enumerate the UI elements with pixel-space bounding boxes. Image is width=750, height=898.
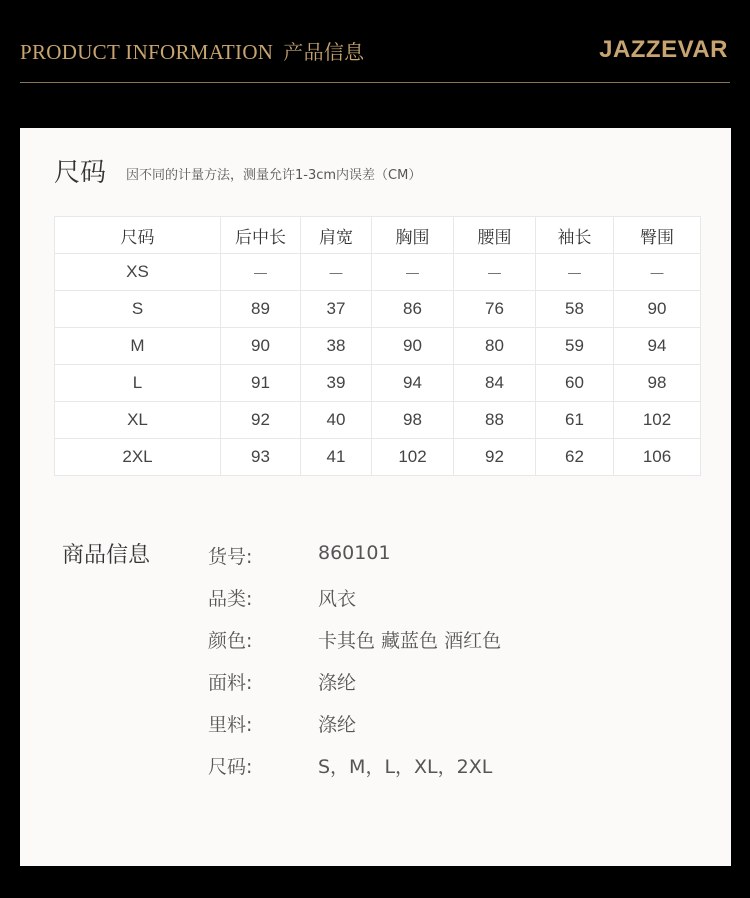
header-title-cn: 产品信息 — [283, 40, 365, 64]
size-table-cell: － — [372, 254, 454, 291]
product-info-label: 货号: — [208, 546, 253, 568]
size-table-cell: 80 — [454, 328, 536, 365]
size-table-cell: S — [55, 291, 221, 328]
size-table-row — [55, 439, 701, 476]
size-table-cell: 84 — [454, 365, 536, 402]
size-table-header-cell: 尺码 — [55, 217, 221, 254]
size-table-cell: 76 — [454, 291, 536, 328]
size-table-cell: 62 — [536, 439, 614, 476]
content-panel — [20, 128, 731, 866]
size-table-cell: 93 — [221, 439, 301, 476]
size-table-cell: 2XL — [55, 439, 221, 476]
size-table-cell: 98 — [372, 402, 454, 439]
product-info-title: 商品信息 — [62, 543, 151, 568]
size-table-cell: － — [301, 254, 372, 291]
size-table-cell: 90 — [614, 291, 701, 328]
size-table-cell: 92 — [454, 439, 536, 476]
size-table-cell: 37 — [301, 291, 372, 328]
size-table-header-row — [55, 217, 701, 254]
size-table-header-cell: 袖长 — [536, 217, 614, 254]
size-table-cell: M — [55, 328, 221, 365]
size-table-cell: 98 — [614, 365, 701, 402]
size-table-cell: － — [221, 254, 301, 291]
size-table-cell: － — [454, 254, 536, 291]
size-table-cell: 59 — [536, 328, 614, 365]
product-info-label: 尺码: — [208, 756, 253, 778]
size-table-cell: XL — [55, 402, 221, 439]
size-table-row — [55, 365, 701, 402]
size-table-header-cell: 胸围 — [372, 217, 454, 254]
product-info-value: 860101 — [318, 542, 391, 564]
size-table-header-cell: 肩宽 — [301, 217, 372, 254]
product-info-label: 面料: — [208, 672, 253, 694]
size-table-cell: 94 — [614, 328, 701, 365]
header-title-en: PRODUCT INFORMATION — [20, 40, 274, 64]
size-table — [54, 216, 701, 476]
size-table-row — [55, 254, 701, 291]
size-table-cell: 58 — [536, 291, 614, 328]
size-table-cell: 41 — [301, 439, 372, 476]
size-table-cell: 61 — [536, 402, 614, 439]
size-table-cell: － — [536, 254, 614, 291]
size-table-header-cell: 后中长 — [221, 217, 301, 254]
size-chart-note: 因不同的计量方法，测量允许1-3cm内误差（CM） — [126, 168, 422, 183]
product-info-value: 涤纶 — [318, 672, 357, 694]
header-title — [20, 36, 364, 65]
size-table-cell: 91 — [221, 365, 301, 402]
size-table-header-cell: 腰围 — [454, 217, 536, 254]
size-table-cell: 92 — [221, 402, 301, 439]
size-table-cell: 94 — [372, 365, 454, 402]
size-table-cell: － — [614, 254, 701, 291]
product-info-label: 颜色: — [208, 630, 253, 652]
size-table-cell: 60 — [536, 365, 614, 402]
product-info-value: 卡其色 藏蓝色 酒红色 — [318, 630, 502, 652]
product-info-label: 里料: — [208, 714, 253, 736]
size-table-row — [55, 402, 701, 439]
size-table-cell: 40 — [301, 402, 372, 439]
size-table-row — [55, 291, 701, 328]
size-table-cell: 90 — [372, 328, 454, 365]
size-table-cell: 88 — [454, 402, 536, 439]
size-table-cell: 86 — [372, 291, 454, 328]
size-chart-title: 尺码 — [54, 158, 107, 188]
size-table-cell: 89 — [221, 291, 301, 328]
size-table-cell: L — [55, 365, 221, 402]
size-table-cell: 106 — [614, 439, 701, 476]
product-info-value: S，M，L，XL，2XL — [318, 756, 493, 778]
size-table-cell: 102 — [372, 439, 454, 476]
size-table-cell: XS — [55, 254, 221, 291]
size-table-header-cell: 臀围 — [614, 217, 701, 254]
product-info-label: 品类: — [208, 588, 253, 610]
brand-logo: JAZZEVAR — [599, 36, 728, 63]
size-table-cell: 38 — [301, 328, 372, 365]
size-table-cell: 39 — [301, 365, 372, 402]
size-table-cell: 102 — [614, 402, 701, 439]
product-info-value: 涤纶 — [318, 714, 357, 736]
product-info-value: 风衣 — [318, 588, 357, 610]
size-table-row — [55, 328, 701, 365]
header-divider — [20, 82, 730, 83]
size-table-cell: 90 — [221, 328, 301, 365]
